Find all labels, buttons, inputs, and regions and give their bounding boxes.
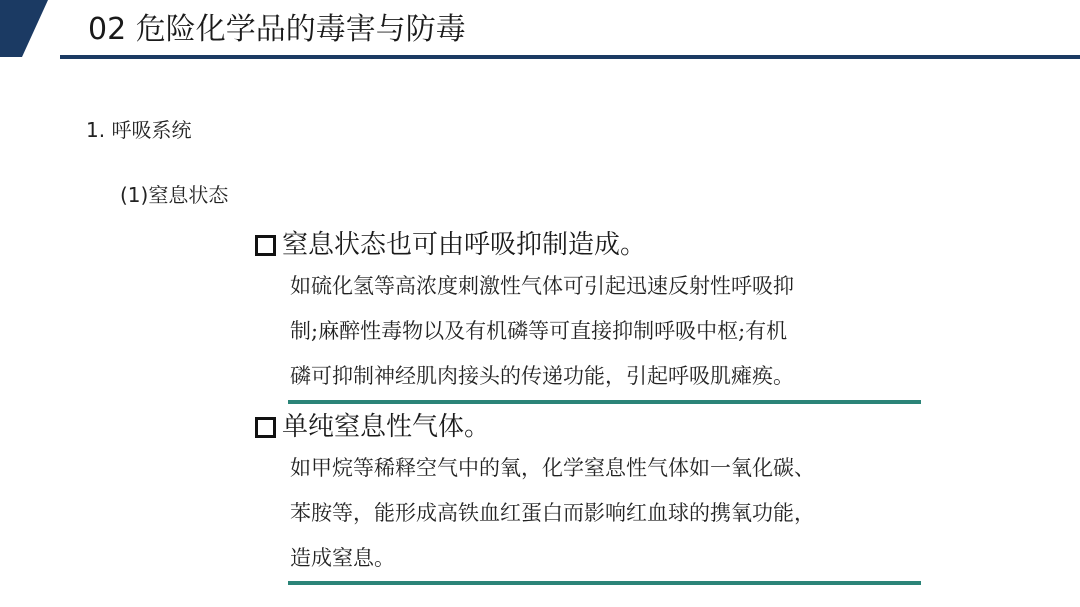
- divider-rule: [288, 581, 921, 585]
- square-bullet-icon: [255, 417, 276, 438]
- bullet-item-title: 单纯窒息性气体。: [282, 412, 491, 442]
- bullet-item-body: [290, 264, 930, 399]
- body-line: 造成窒息。: [290, 546, 395, 570]
- page-title: 02 危险化学品的毒害与防毒: [88, 12, 466, 47]
- divider-rule: [288, 400, 921, 404]
- bullet-item-2: [255, 409, 490, 445]
- body-line: 如甲烷等稀释空气中的氧，化学窒息性气体如一氧化碳、: [290, 456, 815, 480]
- header-corner-tab: [0, 0, 48, 57]
- body-line: 苯胺等，能形成高铁血红蛋白而影响红血球的携氧功能，: [290, 501, 815, 525]
- body-line: 制;麻醉性毒物以及有机磷等可直接抑制呼吸中枢;有机: [290, 319, 788, 343]
- bullet-item-title: 窒息状态也可由呼吸抑制造成。: [282, 230, 647, 260]
- bullet-item-body: [290, 446, 930, 581]
- section-heading: 1. 呼吸系统: [86, 118, 192, 142]
- body-line: 磷可抑制神经肌肉接头的传递功能，引起呼吸肌瘫痪。: [290, 364, 794, 388]
- bullet-item-1: [255, 227, 646, 263]
- square-bullet-icon: [255, 235, 276, 256]
- section-subheading: (1)窒息状态: [120, 183, 229, 207]
- body-line: 如硫化氢等高浓度刺激性气体可引起迅速反射性呼吸抑: [290, 274, 794, 298]
- title-underline: [60, 55, 1080, 59]
